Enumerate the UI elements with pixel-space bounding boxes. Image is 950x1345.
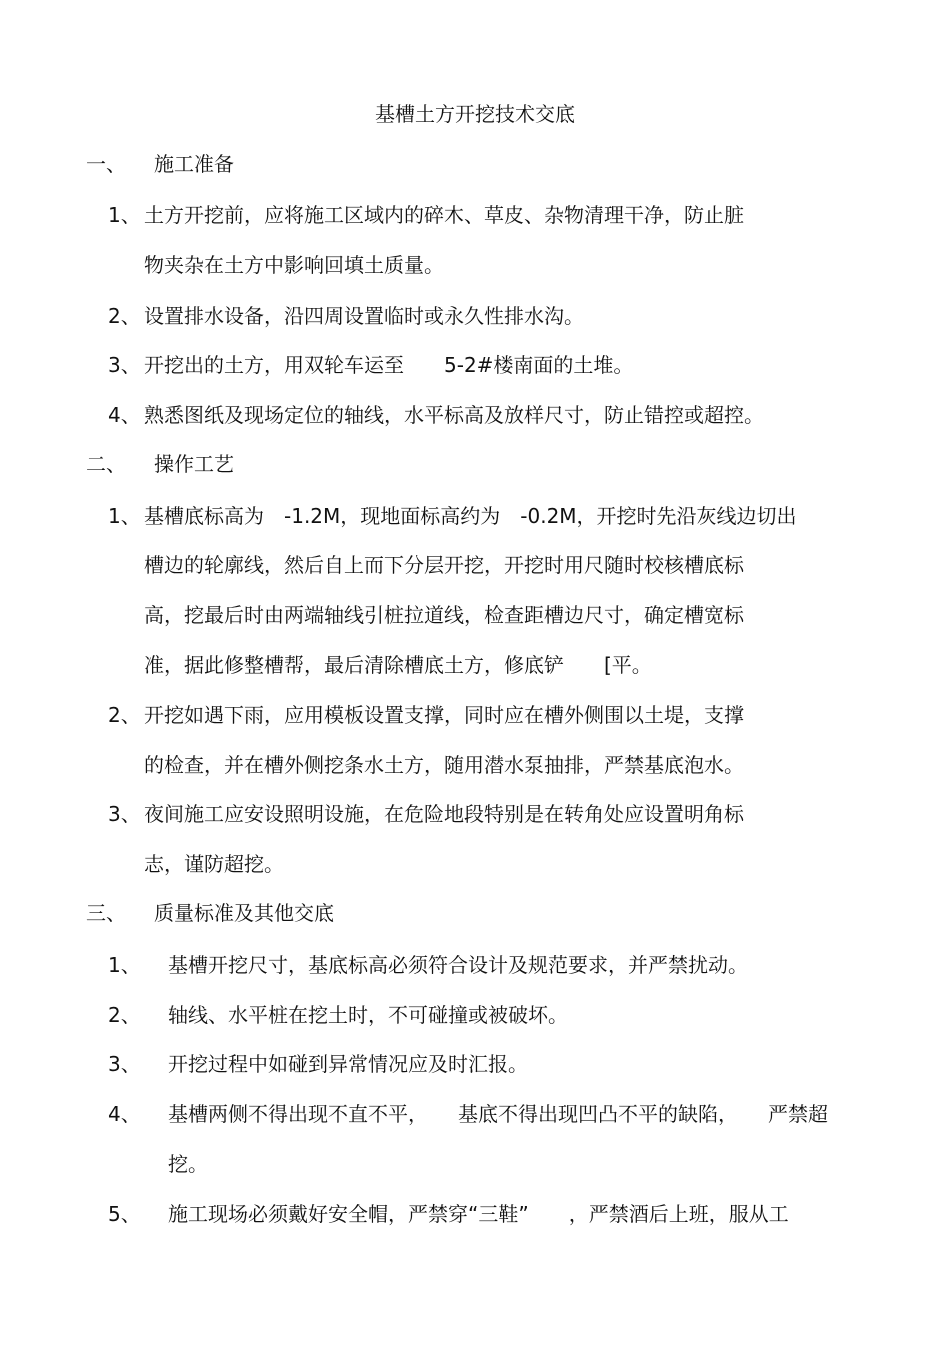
item-number: 2、	[108, 703, 141, 727]
item-number: 2、	[108, 304, 141, 328]
item-number: 3、	[108, 802, 141, 826]
item-text-continued: 的检查，并在槽外侧挖条水土方，随用潜水泵抽排，严禁基底泡水。	[144, 753, 744, 777]
item-text: 基槽底标高为 -1.2M，现地面标高约为 -0.2M，开挖时先沿灰线边切出	[144, 504, 797, 528]
item-text-continued: 高，挖最后时由两端轴线引桩拉道线，检查距槽边尺寸，确定槽宽标	[144, 603, 744, 627]
item-text: 设置排水设备，沿四周设置临时或永久性排水沟。	[144, 304, 584, 328]
item-number: 1、	[108, 504, 141, 528]
section-title: 施工准备	[154, 152, 234, 176]
item-number: 1、	[108, 953, 141, 977]
item-text: 基槽开挖尺寸，基底标高必须符合设计及规范要求，并严禁扰动。	[168, 953, 748, 977]
item-text: 土方开挖前，应将施工区域内的碎木、草皮、杂物清理干净，防止脏	[144, 203, 744, 227]
item-number: 4、	[108, 403, 141, 427]
item-number: 1、	[108, 203, 141, 227]
section-number: 三、	[86, 901, 126, 925]
item-text: 开挖如遇下雨，应用模板设置支撑，同时应在槽外侧围以土堤，支撑	[144, 703, 744, 727]
section-title: 操作工艺	[154, 452, 234, 476]
item-text: 熟悉图纸及现场定位的轴线，水平标高及放样尺寸，防止错控或超控。	[144, 403, 764, 427]
section-number: 一、	[86, 152, 126, 176]
item-text: 施工现场必须戴好安全帽，严禁穿“三鞋” ，严禁酒后上班，服从工	[168, 1202, 789, 1226]
section-number: 二、	[86, 452, 126, 476]
item-text: 夜间施工应安设照明设施，在危险地段特别是在转角处应设置明角标	[144, 802, 744, 826]
item-text-continued: 准，据此修整槽帮，最后清除槽底土方，修底铲 [平。	[144, 653, 652, 677]
item-text-continued: 志，谨防超挖。	[144, 852, 284, 876]
item-text: 基槽两侧不得出现不直不平， 基底不得出现凹凸不平的缺陷， 严禁超	[168, 1102, 828, 1126]
item-number: 3、	[108, 353, 141, 377]
item-text-continued: 挖。	[168, 1152, 208, 1176]
item-number: 3、	[108, 1052, 141, 1076]
item-number: 5、	[108, 1202, 141, 1226]
document-title: 基槽土方开挖技术交底	[375, 102, 575, 126]
item-text-continued: 槽边的轮廓线，然后自上而下分层开挖，开挖时用尺随时校核槽底标	[144, 553, 744, 577]
item-text: 轴线、水平桩在挖土时，不可碰撞或被破坏。	[168, 1003, 568, 1027]
item-text: 开挖过程中如碰到异常情况应及时汇报。	[168, 1052, 528, 1076]
item-number: 2、	[108, 1003, 141, 1027]
item-text: 开挖出的土方，用双轮车运至 5-2#楼南面的土堆。	[144, 353, 634, 377]
item-number: 4、	[108, 1102, 141, 1126]
section-title: 质量标准及其他交底	[154, 901, 334, 925]
item-text-continued: 物夹杂在土方中影响回填土质量。	[144, 253, 444, 277]
